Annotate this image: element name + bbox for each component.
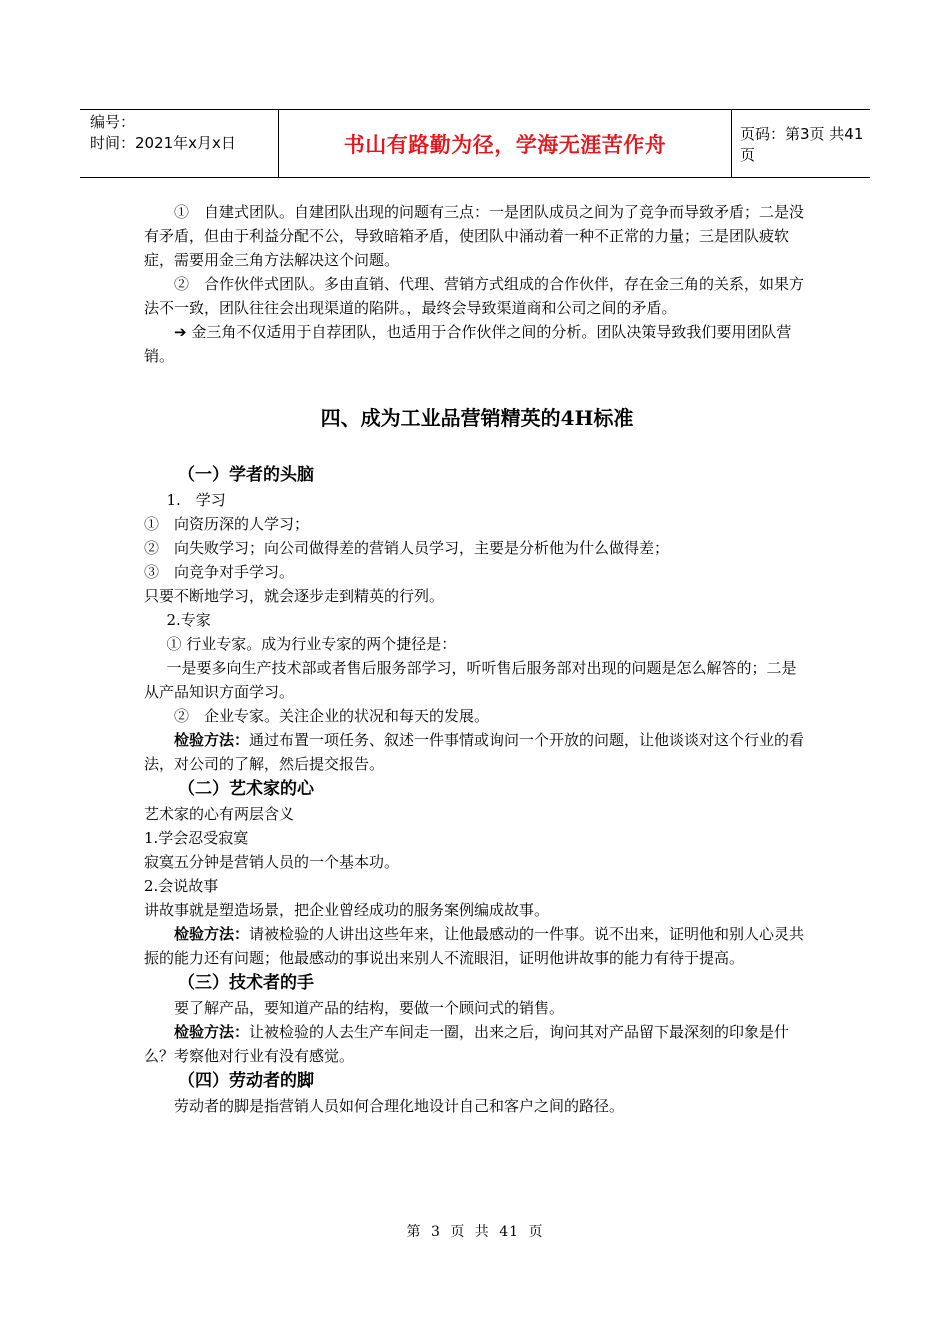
list-item: 要了解产品，要知道产品的结构，要做一个顾问式的销售。 xyxy=(174,999,565,1017)
list-item: ① 行业专家。成为行业专家的两个捷径是： xyxy=(166,635,457,653)
list-item: 2.会说故事 xyxy=(144,877,219,895)
check-method-text: 请被检验的人讲出这些年来，让他最感动的一件事。说不出来，证明他和别人心灵共振的能力还有问题；他最感动的事说出来别人不流眼泪，证明他讲故事的能力有待于提高。 xyxy=(144,925,805,967)
footer-ye: 页 xyxy=(528,1224,544,1240)
check-method-text: 通过布置一项任务、叙述一件事情或询问一个开放的问题，让他谈谈对这个行业的看法，对公司的了解，然后提交报告。 xyxy=(144,731,805,773)
list-item: ③ 向竞争对手学习。 xyxy=(144,563,295,581)
subsection-title-laborer: （四）劳动者的脚 xyxy=(178,1071,314,1091)
subsection-title-technician: （三）技术者的手 xyxy=(178,973,314,993)
header-motto: 书山有路勤为径，学海无涯苦作舟 xyxy=(278,110,732,177)
check-method-artist xyxy=(144,922,810,970)
footer-ye: 页 xyxy=(450,1224,466,1240)
list-item: ① 向资历深的人学习； xyxy=(144,515,310,533)
check-method-label: 检验方法： xyxy=(174,1023,250,1041)
paragraph-golden-triangle xyxy=(144,320,810,368)
header-page-code: 页码：第3页 共41页 xyxy=(740,124,864,164)
footer-gong: 共 xyxy=(474,1224,490,1240)
check-method-label: 检验方法： xyxy=(174,925,250,943)
header-left xyxy=(90,112,278,154)
footer-di: 第 xyxy=(406,1224,422,1240)
list-item: ② 企业专家。关注企业的状况和每天的发展。 xyxy=(174,707,490,725)
document-header xyxy=(80,109,870,178)
paragraph-partner-team: ② 合作伙伴式团队。多由直销、代理、营销方式组成的合作伙伴，存在金三角的关系，如果方法不一致，团队往往会出现渠道的陷阱。，最终会导致渠道商和公司之间的矛盾。 xyxy=(144,275,805,317)
list-item: 寂寞五分钟是营销人员的一个基本功。 xyxy=(144,853,400,871)
list-item: 2.专家 xyxy=(166,611,211,629)
check-method-scholar xyxy=(144,728,810,776)
check-method-technician xyxy=(144,1020,810,1068)
list-item: 1.学会忍受寂寞 xyxy=(144,829,249,847)
header-time-label: 时间：2021年x月x日 xyxy=(90,134,236,152)
paragraph-golden-triangle-text: 金三角不仅适用于自荐团队，也适用于合作伙伴之间的分析。团队决策导致我们要用团队营销。 xyxy=(144,323,792,365)
check-method-label: 检验方法： xyxy=(174,731,250,749)
list-item: 艺术家的心有两层含义 xyxy=(144,805,295,823)
subsection-title-scholar: （一）学者的头脑 xyxy=(178,465,314,485)
list-item: 劳动者的脚是指营销人员如何合理化地设计自己和客户之间的路径。 xyxy=(174,1097,625,1115)
list-item: 只要不断地学习，就会逐步走到精英的行列。 xyxy=(144,587,445,605)
check-method-text: 让被检验的人去生产车间走一圈，出来之后，询问其对产品留下最深刻的印象是什么？考察他对行业有没有感觉。 xyxy=(144,1023,790,1065)
subsection-title-artist: （二）艺术家的心 xyxy=(178,779,314,799)
section-title: 四、成为工业品营销精英的4H标准 xyxy=(320,406,634,430)
arrow-right-icon: ➔ xyxy=(174,323,187,341)
page-footer xyxy=(0,1221,950,1241)
footer-total-pages: 41 xyxy=(499,1224,520,1240)
header-number-label: 编号： xyxy=(90,113,136,131)
footer-page-number: 3 xyxy=(430,1224,441,1240)
list-item: 讲故事就是塑造场景，把企业曾经成功的服务案例编成故事。 xyxy=(144,901,550,919)
paragraph-expert-paths: 一是要多向生产技术部或者售后服务部学习，听听售后服务部对出现的问题是怎么解答的；二是从产品知识方面学习。 xyxy=(144,659,797,701)
document-body xyxy=(144,200,810,1118)
list-item: 1. 学习 xyxy=(166,491,226,509)
paragraph-self-built-team: ① 自建式团队。自建团队出现的问题有三点：一是团队成员之间为了竞争而导致矛盾；二是没有矛盾，但由于利益分配不公，导致暗箱矛盾，使团队中涌动着一种不正常的力量；三是团队疲软症，需要用金三角方法解决这个问题。 xyxy=(144,203,805,269)
list-item: ② 向失败学习；向公司做得差的营销人员学习，主要是分析他为什么做得差； xyxy=(144,539,670,557)
